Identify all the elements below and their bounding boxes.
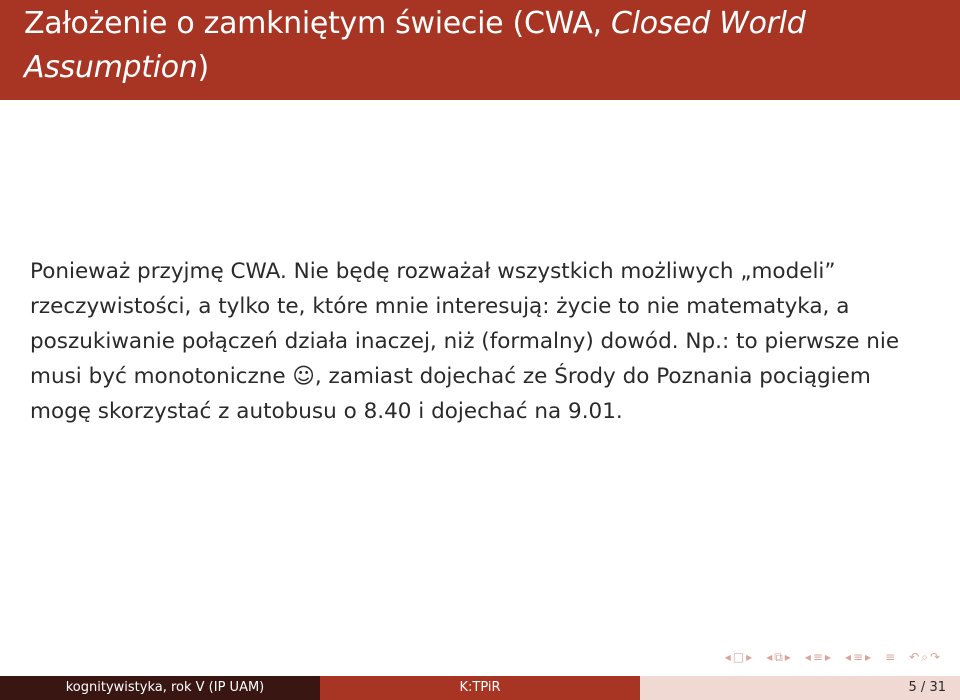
- align-nav: [885, 650, 895, 664]
- section-nav: [805, 650, 831, 664]
- body-text-part2: , zamiast dojechać ze Środy do Poznania pociągiem mogę skorzystać z autobusu o 8.40 i dojechać na 9.01.: [30, 364, 871, 424]
- frame-icon[interactable]: □: [732, 650, 745, 664]
- forward-icon[interactable]: ↷: [929, 650, 940, 664]
- section-icon[interactable]: ≡: [812, 650, 823, 664]
- slide-header: [0, 0, 960, 100]
- body-text-part1: Ponieważ przyjmę CWA. Nie będę rozważał wszystkich możliwych „modeli” rzeczywistości, a tylko te, które mnie interesują: życie to nie matematyka, a poszukiwanie połączeń działa inaczej, niż (formalny) dowód. Np.: to pierwsze nie musi być monotoniczne: [30, 259, 900, 389]
- smiley-icon: ☺: [292, 364, 315, 389]
- next-subsection-icon[interactable]: ▸: [784, 650, 791, 664]
- next-section-icon[interactable]: ▸: [824, 650, 831, 664]
- align-icon[interactable]: ≡: [885, 650, 896, 664]
- history-nav: [909, 650, 940, 664]
- frame-nav: [725, 650, 752, 664]
- title-italic: Closed World Assumption: [24, 6, 806, 85]
- subsection-nav: [766, 650, 791, 664]
- part-nav: [845, 650, 871, 664]
- slide-body: [30, 254, 930, 429]
- next-part-icon[interactable]: ▸: [865, 650, 872, 664]
- slide-footer: [0, 676, 960, 700]
- back-icon[interactable]: ↶: [909, 650, 920, 664]
- footer-page-number: 5 / 31: [640, 676, 960, 700]
- subsection-icon[interactable]: ⧉: [774, 650, 783, 664]
- title-main: Założenie o zamkniętym świecie (CWA,: [24, 6, 612, 41]
- search-icon[interactable]: ⌕: [921, 650, 928, 664]
- footer-author: kognitywistyka, rok V (IP UAM): [0, 676, 320, 700]
- slide-title: [24, 2, 936, 90]
- footer-title: K:TPiR: [320, 676, 640, 700]
- part-icon[interactable]: ≡: [852, 650, 864, 664]
- prev-frame-icon[interactable]: ◂: [724, 650, 731, 664]
- next-frame-icon[interactable]: ▸: [746, 650, 753, 664]
- prev-part-icon[interactable]: ◂: [844, 650, 851, 664]
- beamer-navigation: [725, 650, 948, 664]
- prev-section-icon[interactable]: ◂: [804, 650, 811, 664]
- title-end: ): [197, 50, 209, 85]
- prev-subsection-icon[interactable]: ◂: [766, 650, 773, 664]
